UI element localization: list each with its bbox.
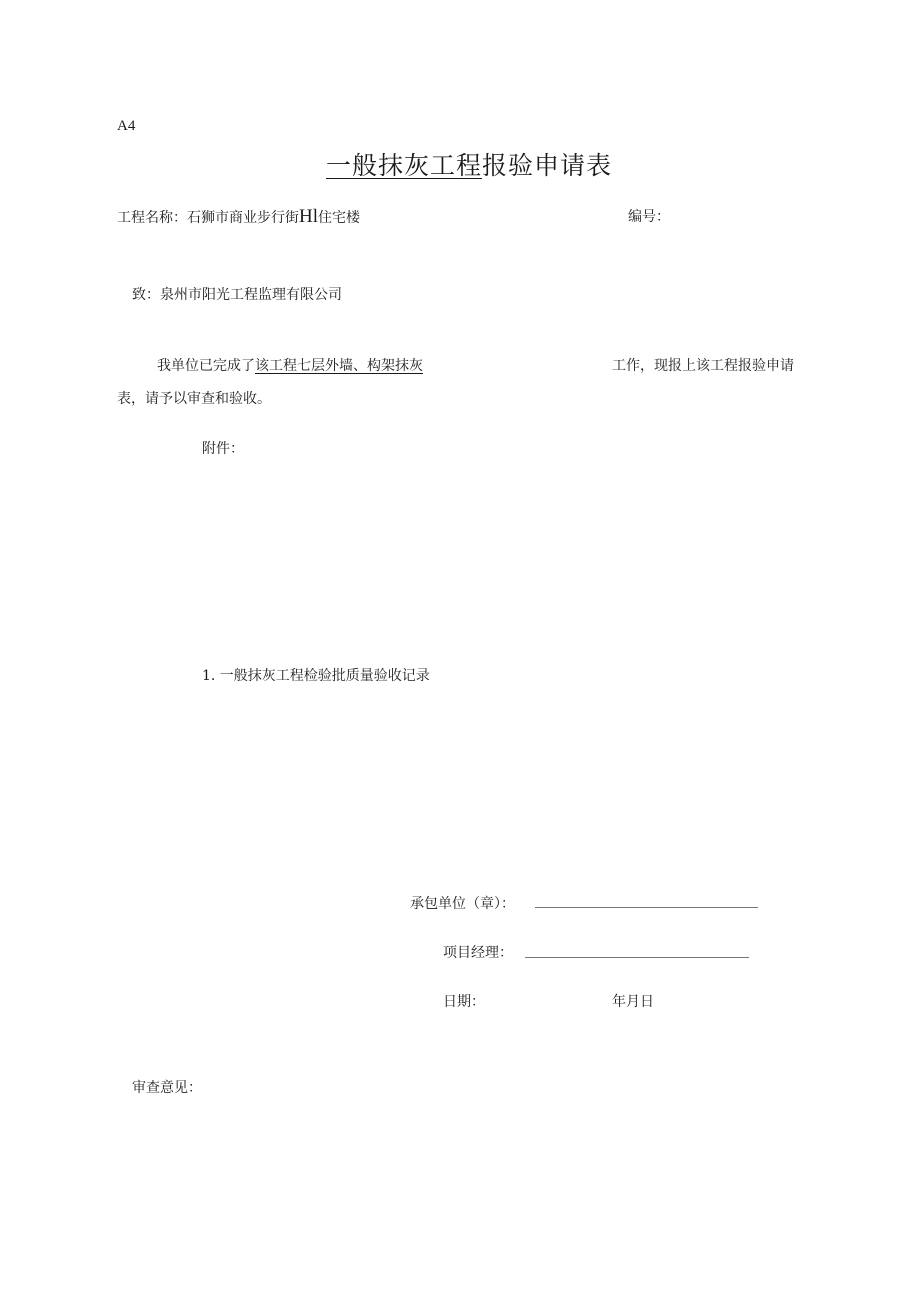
body-prefix: 我单位已完成了	[157, 358, 255, 374]
contractor-label: 承包单位（章）：	[410, 896, 515, 912]
work-description: 该工程七层外墙、构架抹灰	[255, 358, 423, 374]
attachment-item: 1. 一般抹灰工程检验批质量验收记录	[202, 668, 430, 684]
review-opinion-label: 审查意见：	[132, 1080, 202, 1096]
page-title	[326, 146, 612, 182]
date-label: 日期：	[443, 994, 485, 1010]
project-name-block: Hl	[299, 206, 318, 227]
project-manager-label: 项目经理：	[443, 945, 513, 961]
title-underlined-part: 一般抹灰工程	[326, 151, 483, 180]
project-name-prefix: 石狮市商业步行街	[187, 210, 299, 226]
manager-signature-line	[525, 957, 749, 958]
project-name-suffix: 住宅楼	[318, 210, 360, 226]
project-label: 工程名称：	[117, 210, 187, 226]
body-line-1	[157, 355, 423, 375]
title-rest: 报验申请表	[482, 151, 613, 180]
attachments-label: 附件：	[202, 441, 244, 457]
body-line-2: 表，请予以审查和验收。	[117, 391, 271, 407]
project-name-row	[117, 206, 360, 228]
body-line-1-suffix: 工作，现报上该工程报验申请	[612, 358, 794, 374]
form-code: A4	[117, 118, 136, 134]
date-units: 年月日	[612, 994, 654, 1010]
recipient: 致：泉州市阳光工程监理有限公司	[132, 287, 342, 303]
contractor-signature-line	[535, 907, 758, 908]
number-label: 编号：	[628, 209, 670, 225]
